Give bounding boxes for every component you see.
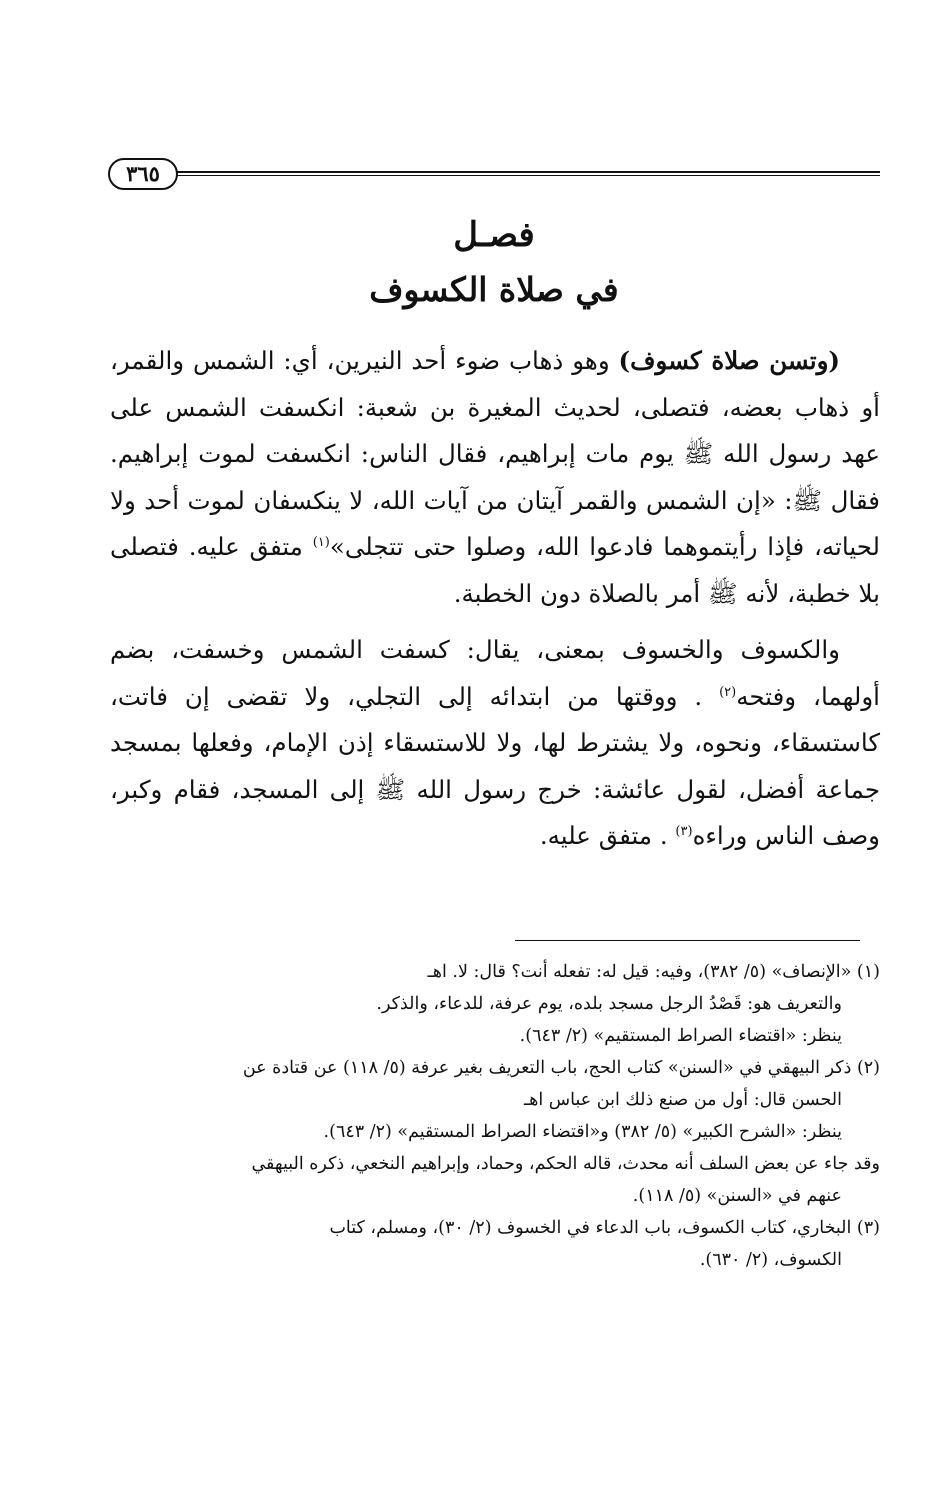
- footnote-3-line-1: (٣) البخاري، كتاب الكسوف، باب الدعاء في الخسوف (٢/ ٣٠)، ومسلم، كتاب: [329, 1218, 880, 1238]
- footnote-rule: [515, 940, 860, 941]
- footnote-ref-1: (١): [312, 534, 330, 550]
- footnote-2-line-4: وقد جاء عن بعض السلف أنه محدث، قاله الحكم، وحماد، وإبراهيم النخعي، ذكره البيهقي: [251, 1154, 880, 1174]
- header-rule: [170, 171, 880, 176]
- footnote-3-line-2: الكسوف، (٢/ ٦٣٠).: [699, 1250, 842, 1270]
- section-subtitle: في صلاة الكسوف: [369, 270, 619, 309]
- paragraph-2: [110, 627, 880, 860]
- footnote-ref-2: (٢): [719, 684, 737, 700]
- paragraph-1-text-a: وهو ذهاب ضوء أحد النيرين، أي: الشمس والقمر، أو ذهاب بعضه، فتصلى، لحديث المغيرة بن شعبة: انكسفت الشمس على عهد رسول الله ﷺ يوم مات إبراهيم، فقال الناس: انكسفت لموت إبراهيم. فقال ﷺ: «إن الشمس والقمر آيتان من آيات الله، لا ينكسفان لموت أحد ولا لحياته، فإذا رأيتموهما فادعوا الله، وصلوا حتى تتجلى»: [110, 346, 880, 561]
- paragraph-2-text-a: والكسوف والخسوف بمعنى، يقال: كسفت الشمس وخسفت، بضم أولهما، وفتحه: [110, 635, 880, 711]
- footnote-1-line-3: ينظر: «اقتضاء الصراط المستقيم» (٢/ ٦٤٣).: [519, 1026, 842, 1046]
- footnotes: [110, 956, 880, 1276]
- body-text: [110, 338, 880, 860]
- footnote-2-line-5: عنهم في «السنن» (٥/ ١١٨).: [632, 1186, 842, 1206]
- footnote-1-line-1: (١) «الإنصاف» (٥/ ٣٨٢)، وفيه: قيل له: تفعله أنت؟ قال: لا. اهـ: [427, 962, 880, 982]
- footnote-2-line-3: ينظر: «الشرح الكبير» (٥/ ٣٨٢) و«اقتضاء الصراط المستقيم» (٢/ ٦٤٣).: [323, 1122, 842, 1142]
- footnote-2-line-1: (٢) ذكر البيهقي في «السنن» كتاب الحج، باب التعريف بغير عرفة (٥/ ١١٨) عن قتادة عن: [242, 1058, 880, 1078]
- paragraph-2-text-b: . ووقتها من ابتدائه إلى التجلي، ولا تقضى إن فاتت، كاستسقاء، ونحوه، ولا يشترط لها، ولا للاستسقاء إذن الإمام، وفعلها بمسجد جماعة أفضل، لقول عائشة: خرج رسول الله ﷺ إلى المسجد، فقام وكبر، وصف الناس وراءه: [110, 681, 880, 850]
- paragraph-1: [110, 338, 880, 617]
- paragraph-1-lead: (وتسن صلاة كسوف): [618, 346, 840, 375]
- page-number: ٣٦٥: [108, 158, 178, 190]
- paragraph-1-text-b: متفق عليه. فتصلى بلا خطبة، لأنه ﷺ أمر بالصلاة دون الخطبة.: [110, 532, 880, 608]
- paragraph-2-text-c: . متفق عليه.: [539, 821, 676, 850]
- page-header: [108, 158, 880, 188]
- footnote-2-line-2: الحسن قال: أول من صنع ذلك ابن عباس اهـ: [524, 1090, 842, 1110]
- footnote-1-line-2: والتعريف هو: قَصْدُ الرجل مسجد بلده، يوم عرفة، للدعاء، والذكر.: [376, 994, 842, 1014]
- section-title: فصـل: [453, 215, 535, 255]
- footnote-ref-3: (٣): [675, 823, 693, 839]
